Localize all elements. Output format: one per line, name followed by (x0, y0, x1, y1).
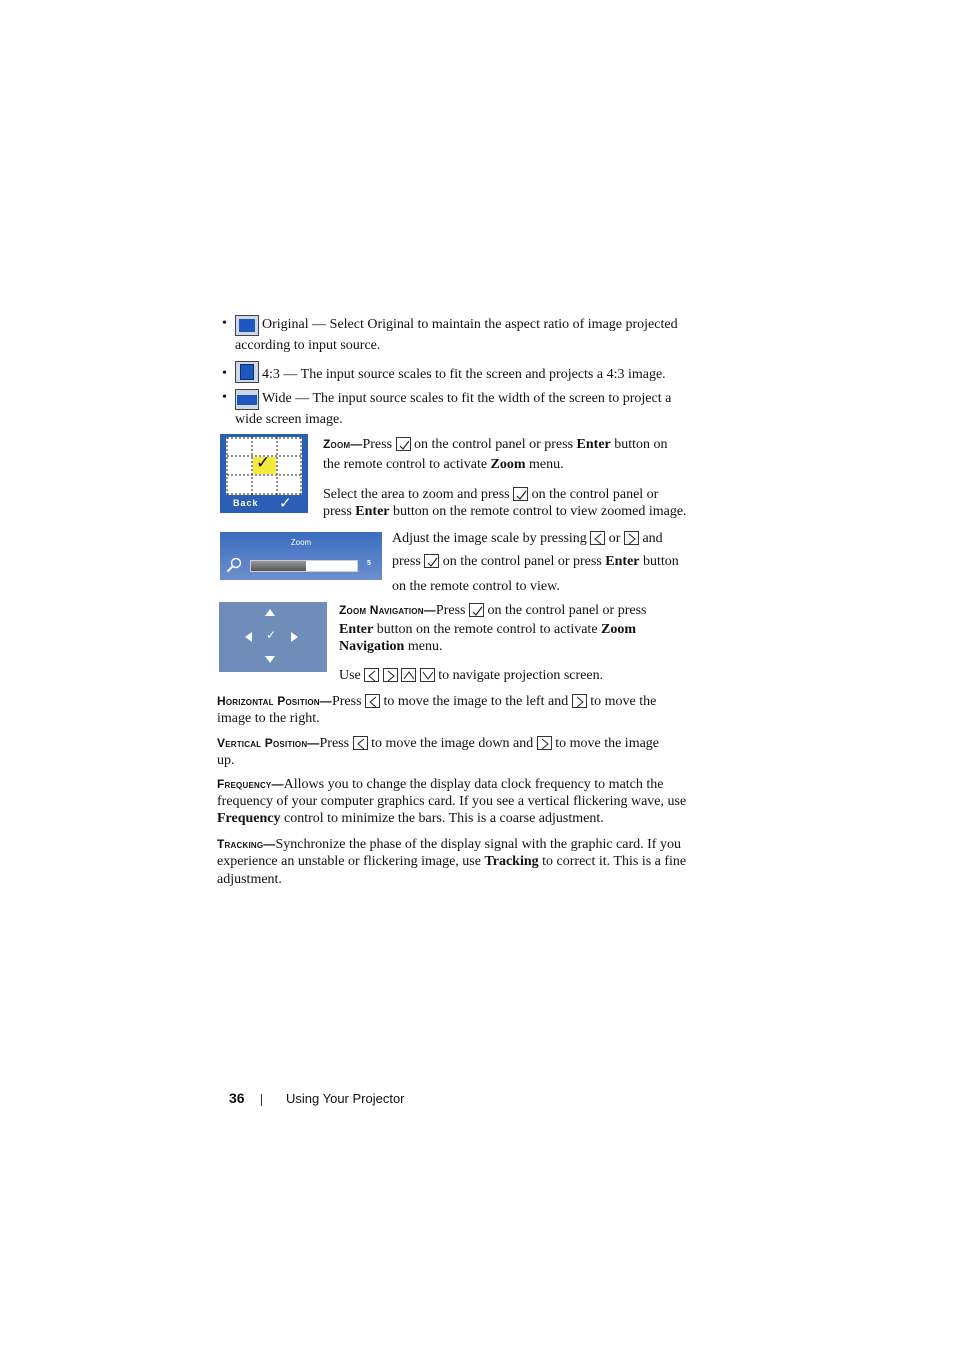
zoom-navigation-menu (219, 602, 327, 672)
zoom-slider-track[interactable] (250, 560, 358, 572)
left-arrow-key-icon (590, 531, 605, 545)
check-key-icon (424, 554, 439, 568)
text: on the control panel or press (414, 437, 574, 452)
text: to move the image down and (371, 736, 534, 751)
text: press (392, 554, 421, 569)
text: to navigate projection screen. (438, 668, 604, 683)
zoom-menu-value: 5 (367, 560, 371, 567)
down-arrow-icon (265, 656, 275, 663)
text: button (643, 554, 679, 569)
text: Press (331, 694, 362, 709)
zoom-navigation-heading: Zoom Navigation— (339, 603, 436, 617)
horizontal-line2: image to the right. (217, 711, 320, 726)
check-icon: ✓ (266, 628, 277, 642)
text: to move the (590, 694, 657, 709)
text: button on the remote control to activate (376, 622, 598, 637)
enter-term: Enter (355, 504, 390, 519)
text: press (323, 504, 352, 519)
right-arrow-key-icon (624, 531, 639, 545)
zoom-menu-title: Zoom (290, 538, 312, 547)
footer-section-title: Using Your Projector (286, 1091, 405, 1106)
text: on the control panel or press (442, 554, 602, 569)
tracking-term: Tracking (484, 854, 539, 869)
text: Synchronize the phase of the display signal with the graphic card. If you (275, 837, 681, 852)
text: on the control panel or press (487, 603, 647, 618)
text: Select the area to zoom and press (323, 487, 510, 502)
enter-term: Enter (576, 437, 611, 452)
down-arrow-key-icon (420, 668, 435, 682)
text: or (608, 531, 621, 546)
navigation-term: Navigation (339, 639, 405, 654)
text: and (642, 531, 663, 546)
left-arrow-key-icon (353, 736, 368, 750)
horizontal-position-heading: Horizontal Position— (217, 694, 332, 708)
text: menu. (529, 457, 564, 472)
text: to move the image to the left and (383, 694, 569, 709)
text: Adjust the image scale by pressing (392, 531, 587, 546)
bullet-original-line2: according to input source. (235, 338, 381, 353)
check-icon: ✓ (279, 496, 292, 512)
right-arrow-key-icon (383, 668, 398, 682)
wide-aspect-icon (235, 389, 259, 410)
zoom-grid-menu (220, 434, 308, 513)
text: to correct it. This is a fine (542, 854, 687, 869)
original-aspect-icon (235, 315, 259, 336)
text: Press (319, 736, 350, 751)
tracking-line3: adjustment. (217, 872, 282, 887)
magnifier-icon (226, 557, 242, 578)
bullet-original-line1: Original — Select Original to maintain the aspect ratio of image projected (262, 317, 678, 332)
left-arrow-key-icon (365, 694, 380, 708)
check-key-icon (396, 437, 411, 451)
text: menu. (407, 639, 443, 654)
text: Use (339, 668, 361, 683)
text: button on the remote control to view zoomed image. (393, 504, 687, 519)
right-arrow-key-icon (572, 694, 587, 708)
aspect-4-3-icon (235, 361, 259, 383)
footer-divider (261, 1094, 262, 1106)
text: Press (435, 603, 466, 618)
page-number: 36 (229, 1090, 245, 1106)
check-key-icon (513, 487, 528, 501)
bullet-marker: • (222, 366, 227, 381)
zoom-term: Zoom (490, 457, 526, 472)
left-arrow-key-icon (364, 668, 379, 682)
text: to move the image (555, 736, 660, 751)
zoom-slider-fill (251, 561, 306, 571)
vertical-position-heading: Vertical Position— (217, 736, 320, 750)
bullet-wide-line2: wide screen image. (235, 412, 343, 427)
frequency-line2: frequency of your computer graphics card. If you see a vertical flickering wave, use (217, 794, 687, 809)
check-icon: ✓ (256, 453, 271, 472)
zoom-term: Zoom (601, 622, 637, 637)
text: Allows you to change the display data clock frequency to match the (283, 777, 664, 792)
left-arrow-icon (245, 632, 252, 642)
vertical-line2: up. (217, 753, 235, 768)
zoom-heading: Zoom— (323, 437, 363, 451)
enter-term: Enter (605, 554, 640, 569)
frequency-term: Frequency (217, 811, 281, 826)
right-arrow-key-icon (537, 736, 552, 750)
bullet-wide-line1: Wide — The input source scales to fit the width of the screen to project a (262, 391, 672, 406)
tracking-heading: Tracking— (217, 837, 276, 851)
frequency-heading: Frequency— (217, 777, 284, 791)
zoom-scale-line3: on the remote control to view. (392, 579, 560, 594)
text: Press (362, 437, 393, 452)
text: the remote control to activate (323, 457, 488, 472)
text: button on (614, 437, 668, 452)
text: control to minimize the bars. This is a coarse adjustment. (284, 811, 604, 826)
right-arrow-icon (291, 632, 298, 642)
bullet-marker: • (222, 316, 227, 331)
text: experience an unstable or flickering image, use (217, 854, 481, 869)
enter-term: Enter (339, 622, 374, 637)
check-key-icon (469, 603, 484, 617)
back-label: Back (233, 498, 259, 508)
up-arrow-key-icon (401, 668, 416, 682)
bullet-4-3-text: 4:3 — The input source scales to fit the screen and projects a 4:3 image. (262, 367, 666, 382)
up-arrow-icon (265, 609, 275, 616)
zoom-slider-menu (220, 532, 382, 580)
bullet-marker: • (222, 390, 227, 405)
text: on the control panel or (531, 487, 659, 502)
